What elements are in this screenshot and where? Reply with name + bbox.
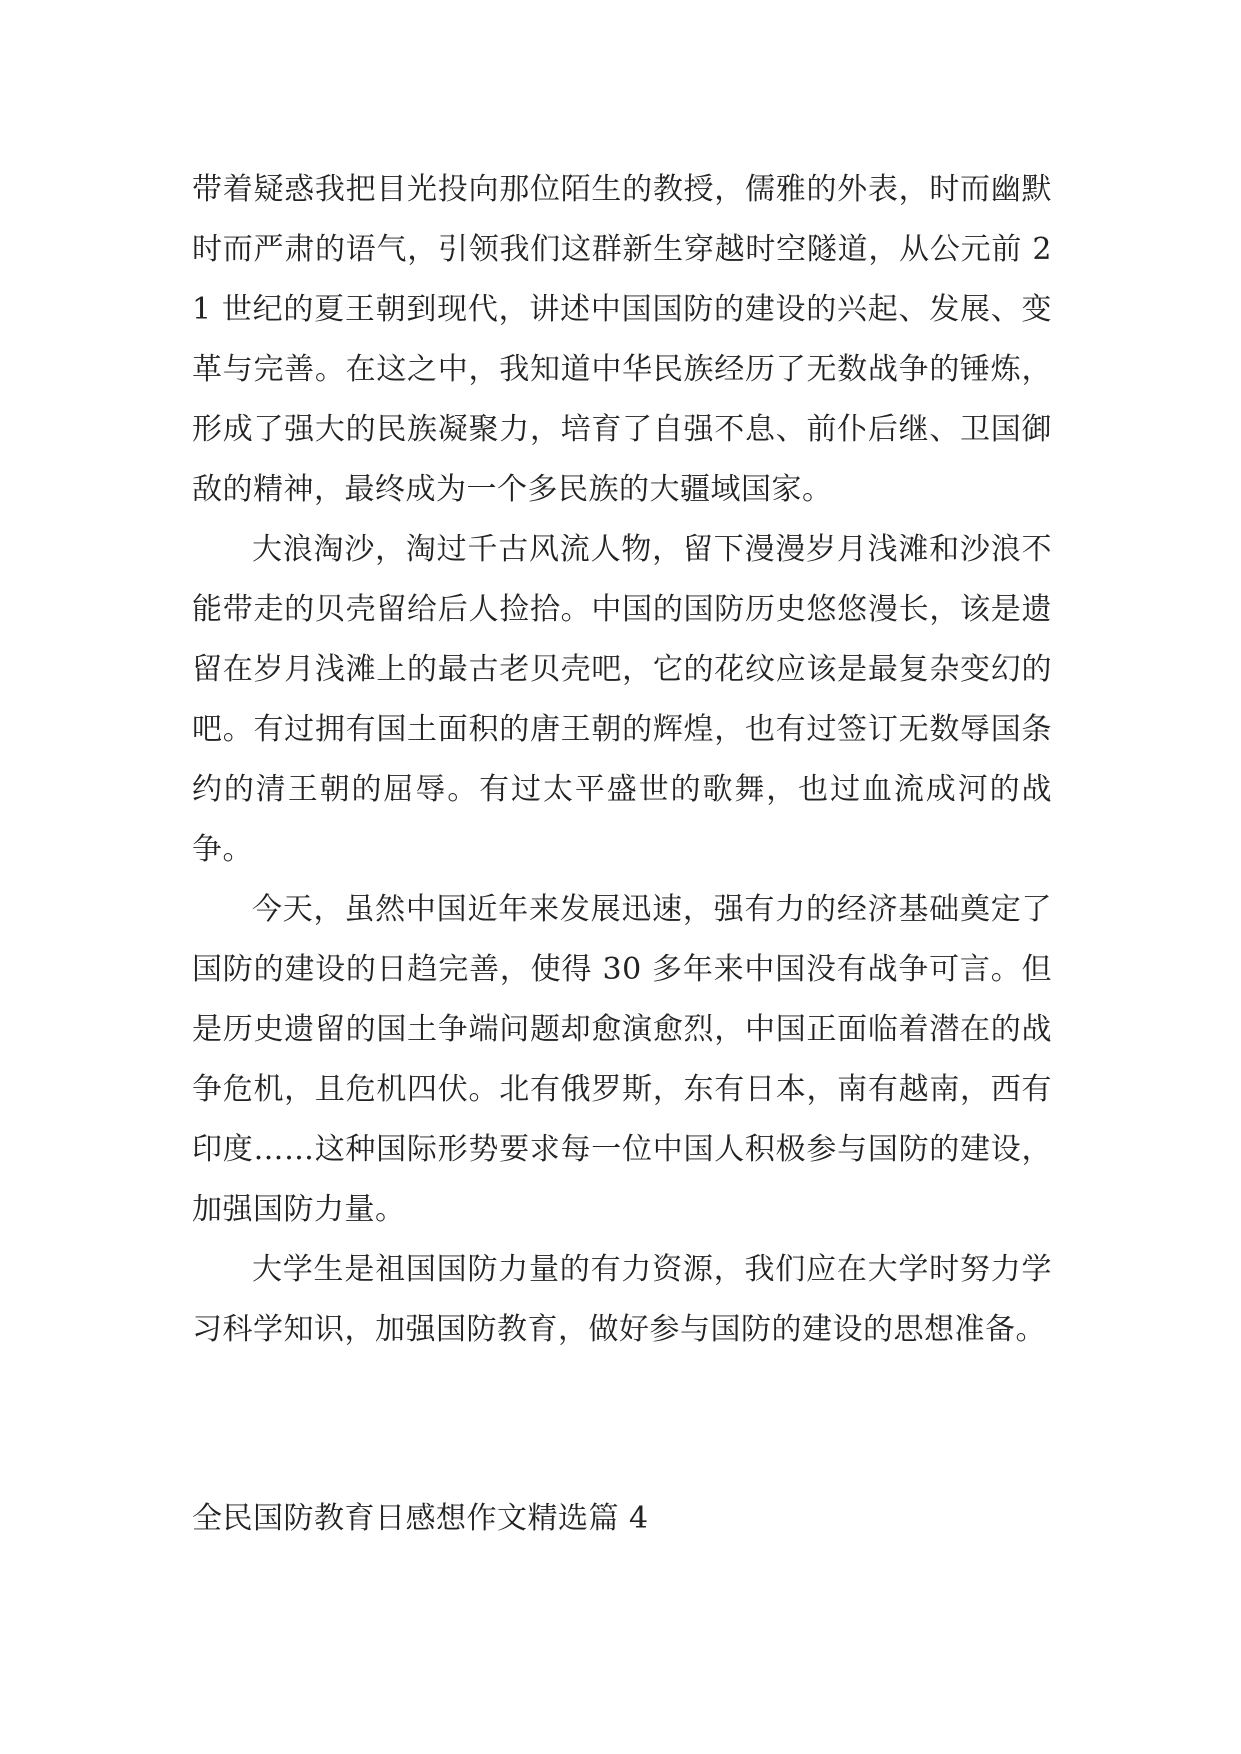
document-body: [192, 160, 1052, 1360]
paragraph-4: 大学生是祖国国防力量的有力资源，我们应在大学时努力学习科学知识，加强国防教育，做好参与国防的建设的思想准备。: [192, 1252, 1052, 1347]
paragraph-1: 带着疑惑我把目光投向那位陌生的教授，儒雅的外表，时而幽默时而严肃的语气，引领我们这群新生穿越时空隧道，从公元前 21 世纪的夏王朝到现代，讲述中国国防的建设的兴起、发展、变革与完善。在这之中，我知道中华民族经历了无数战争的锤炼，形成了强大的民族凝聚力，培育了自强不息、前仆后继、卫国御敌的精神，最终成为一个多民族的大疆域国家。: [192, 172, 1052, 507]
section-heading: 全民国防教育日感想作文精选篇 4: [192, 1501, 649, 1536]
paragraph-3: 今天，虽然中国近年来发展迅速，强有力的经济基础奠定了国防的建设的日趋完善，使得 30 多年来中国没有战争可言。但是历史遗留的国土争端问题却愈演愈烈，中国正面临着潜在的战争危机，且危机四伏。北有俄罗斯，东有日本，南有越南，西有印度……这种国际形势要求每一位中国人积极参与国防的建设，加强国防力量。: [192, 892, 1052, 1227]
paragraph-2: 大浪淘沙，淘过千古风流人物，留下漫漫岁月浅滩和沙浪不能带走的贝壳留给后人捡拾。中国的国防历史悠悠漫长，该是遗留在岁月浅滩上的最古老贝壳吧，它的花纹应该是最复杂变幻的吧。有过拥有国土面积的唐王朝的辉煌，也有过签订无数辱国条约的清王朝的屈辱。有过太平盛世的歌舞，也过血流成河的战争。: [192, 532, 1052, 867]
